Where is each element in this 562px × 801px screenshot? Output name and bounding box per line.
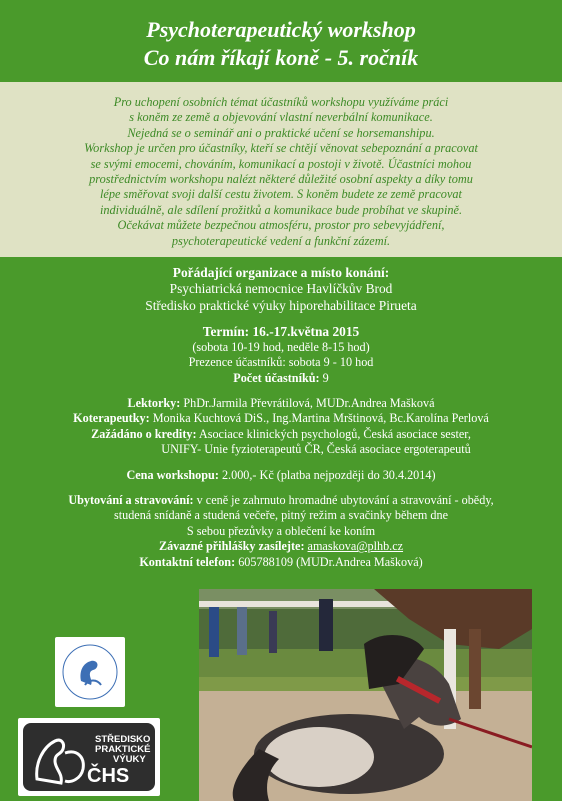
credits-label: Zažádáno o kredity: [91, 426, 197, 441]
lecturers-line [0, 396, 562, 411]
organization-line-2: Středisko praktické výuky hiporehabilitace Pirueta [145, 298, 417, 314]
header [0, 0, 562, 82]
training-center-logo-text [95, 735, 150, 765]
organization-heading: Pořádající organizace a místo konání: [172, 265, 390, 280]
accommodation-line-2: studená snídaně a studená večeře, pitný režim a svačinky během dne [113, 508, 448, 523]
intro-line: individuálně, ale sdílení prožitků a komunikace bude probíhat ve skupině. [99, 202, 463, 217]
credits-line [0, 427, 562, 442]
accommodation-label: Ubytování a stravování: [68, 493, 194, 508]
credits-value-2: UNIFY- Unie fyzioterapeutů ČR, Česká asociace ergoterapeutů [161, 442, 471, 457]
phone-label: Kontaktní telefon: [139, 554, 236, 569]
participants-value: 9 [322, 370, 329, 385]
pony-photo [199, 589, 532, 801]
logo-line-1: STŘEDISKO [95, 734, 151, 745]
credits-value: Asociace klinických psychologů, Česká asociace sester, [198, 426, 471, 441]
intro-line: Očekávat můžete bezpečnou atmosféru, prostor pro sebevyjádření, [117, 218, 445, 233]
organization-line-1: Psychiatrická nemocnice Havlíčkův Brod [169, 281, 393, 297]
price-value: 2.000,- Kč (platba nejpozději do 30.4.2014) [221, 467, 436, 482]
accommodation-value: v ceně je zahrnuto hromadné ubytování a stravování - obědy, [196, 493, 494, 508]
pony-photo-graphic [199, 589, 532, 801]
term-line [0, 324, 562, 339]
intro-line: psychoterapeutické vedení a funkční zázemí. [171, 233, 391, 248]
title-line-2: Co nám říkají koně - 5. ročník [143, 45, 419, 70]
intro-line: s koněm ze země a objevování vlastní neverbální komunikace. [129, 110, 433, 125]
application-label: Závazné přihlášky zasílejte: [158, 539, 305, 554]
cotherapists-label: Koterapeutky: [73, 411, 150, 426]
details-section [0, 257, 562, 570]
intro-line: Pro uchopení osobních témat účastníků workshopu využíváme práci [113, 95, 449, 109]
hiporehabilitation-society-logo [55, 637, 125, 707]
intro-line: prostřednictvím workshopu nalézt některé důležité osobní aspekty a díky tomu [89, 172, 473, 187]
accommodation-line [0, 493, 562, 508]
title-line-1: Psychoterapeutický workshop [146, 17, 416, 42]
cotherapists-value: Monika Kuchtová DiS., Ing.Martina Mrštinová, Bc.Karolína Perlová [152, 411, 489, 426]
training-center-logo-badge [23, 723, 155, 791]
phone-line [0, 555, 562, 570]
intro-line: se svými emocemi, chováním, komunikací a postoji v životě. Účastníci mohou [90, 156, 472, 171]
price-label: Cena workshopu: [126, 467, 219, 482]
cotherapists-line [0, 411, 562, 426]
term-hours: (sobota 10-19 hod, neděle 8-15 hod) [192, 339, 370, 354]
chs-logo-text: ČHS [87, 765, 130, 787]
training-center-logo [18, 718, 160, 796]
lecturers-value: PhDr.Jarmila Převrátilová, MUDr.Andrea Mašková [183, 396, 435, 411]
price-line [0, 468, 562, 483]
lecturers-label: Lektorky: [127, 396, 181, 411]
application-email-link[interactable]: amaskova@plhb.cz [307, 539, 404, 554]
intro-line: Nejedná se o seminář ani o praktické učení se horsemanshipu. [127, 125, 435, 140]
intro-line: lépe směřovat svoji další cestu životem. S koněm budete ze země pracovat [100, 187, 462, 202]
logo-line-3: VÝUKY [113, 754, 146, 765]
application-line [0, 539, 562, 554]
intro-block [0, 82, 562, 257]
participants-label: Počet účastníků: [233, 370, 320, 385]
logo-line-2: PRAKTICKÉ [95, 744, 151, 755]
term-registration: Prezence účastníků: sobota 9 - 10 hod [188, 355, 374, 370]
accommodation-line-3: S sebou přezůvky a oblečení ke koním [186, 523, 376, 538]
participants-line [0, 371, 562, 386]
term-label: Termín: [202, 324, 250, 340]
horse-head-icon [25, 723, 95, 791]
page-title [0, 0, 562, 72]
society-logo-graphic [55, 637, 125, 707]
intro-line: Workshop je určen pro účastníky, kteří se chtějí věnovat sebepoznání a pracovat [84, 141, 478, 156]
phone-value: 605788109 (MUDr.Andrea Mašková) [238, 554, 423, 569]
term-value: 16.-17.května 2015 [252, 324, 360, 340]
